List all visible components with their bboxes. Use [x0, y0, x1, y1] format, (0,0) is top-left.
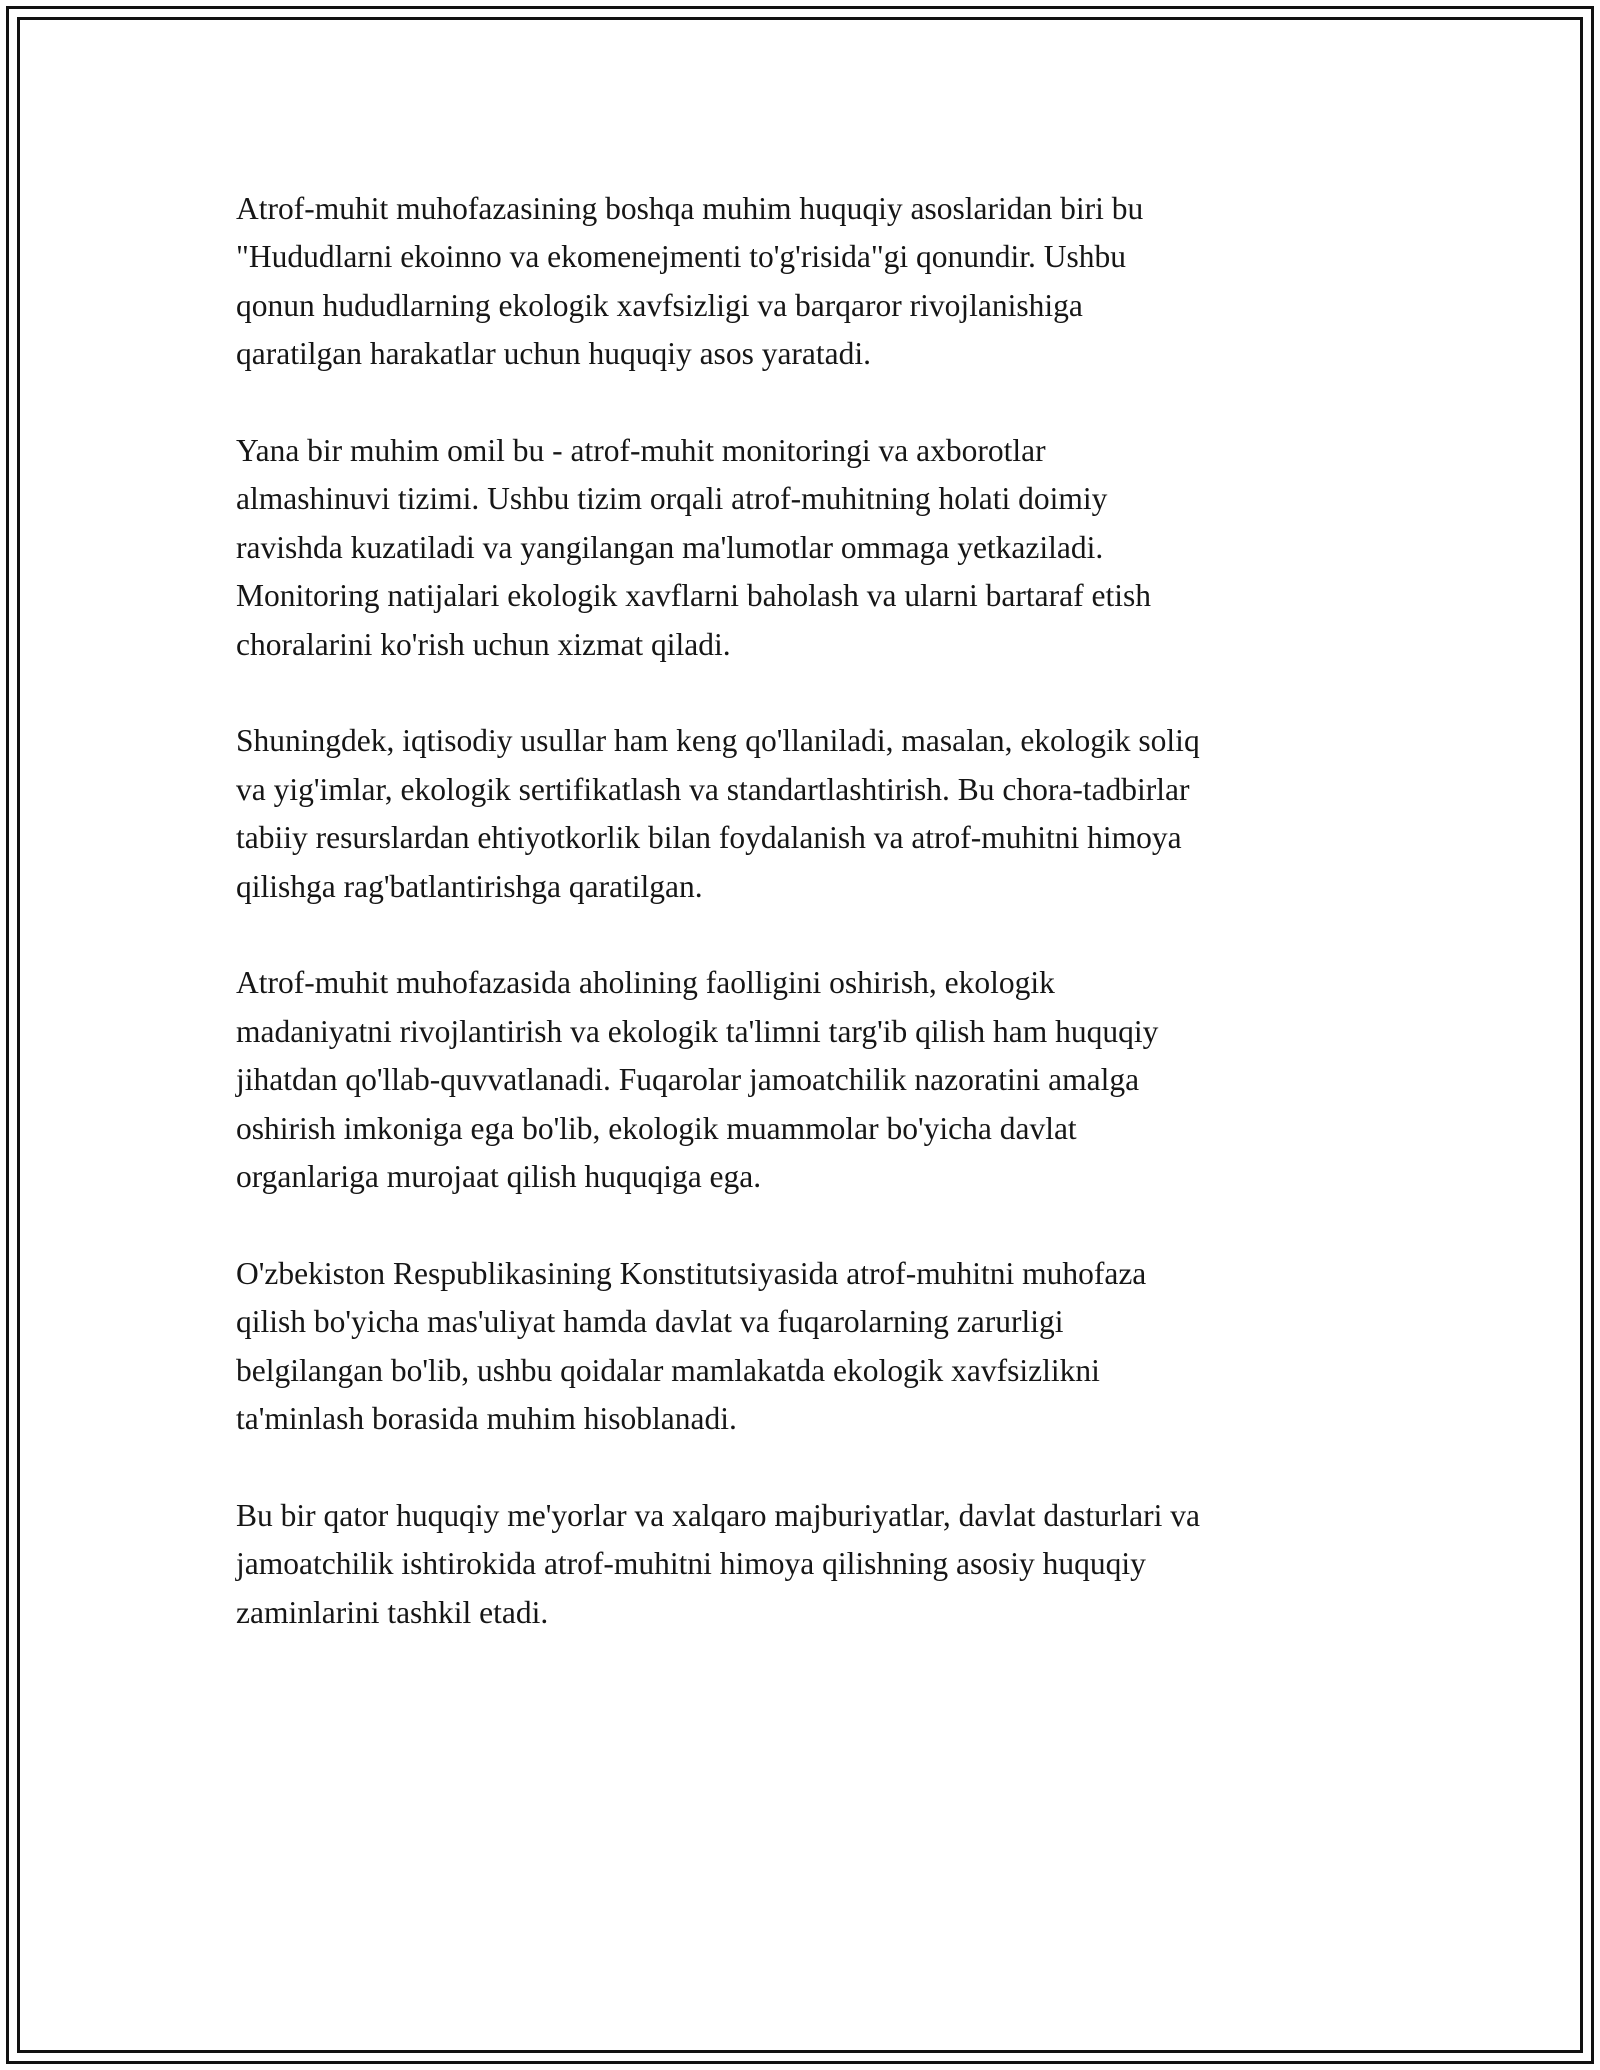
document-body [236, 185, 1386, 1686]
paragraph-conclusion: Bu bir qator huquqiy me'yorlar va xalqaro majburiyatlar, davlat dasturlari va jamoatchilik ishtirokida atrof-muhitni himoya qilishning asosiy huquqiy zaminlarini tashkil etadi. [236, 1497, 1200, 1630]
paragraph-constitution: O'zbekiston Respublikasining Konstitutsiyasida atrof-muhitni muhofaza qilish bo'yicha mas'uliyat hamda davlat va fuqarolarning zarurligi belgilangan bo'lib, ushbu qoidalar mamlakatda ekologik xavfsizlikni ta'minlash borasida muhim hisoblanadi. [236, 1255, 1147, 1437]
paragraph-economic-methods: Shuningdek, iqtisodiy usullar ham keng qo'llaniladi, masalan, ekologik soliq va yig'imlar, ekologik sertifikatlash va standartlashtirish. Bu chora-tadbirlar tabiiy resurslardan ehtiyotkorlik bilan foydalanish va atrof-muhitni himoya qilishga rag'batlantirishga qaratilgan. [236, 723, 1200, 904]
paragraph-monitoring: Yana bir muhim omil bu - atrof-muhit monitoringi va axborotlar almashinuvi tizimi. Ushbu tizim orqali atrof-muhitning holati doimiy ravishda kuzatiladi va yangilangan ma'lumotlar ommaga yetkaziladi. Monitoring natijalari ekologik xavflarni baholash va ularni bartaraf etish choralarini ko'rish uchun xizmat qiladi. [236, 433, 1151, 662]
paragraph-public-participation: Atrof-muhit muhofazasida aholining faolligini oshirish, ekologik madaniyatni rivojlantirish va ekologik ta'limni targ'ib qilish ham huquqiy jihatdan qo'llab-quvvatlanadi. Fuqarolar jamoatchilik nazoratini amalga oshirish imkoniga ega bo'lib, ekologik muammolar bo'yicha davlat organlariga murojaat qilish huquqiga ega. [236, 965, 1159, 1195]
paragraph-legal-basis: Atrof-muhit muhofazasining boshqa muhim huquqiy asoslaridan biri bu "Hududlarni ekoinno va ekomenejmenti to'g'risida"gi qonundir. Ushbu qonun hududlarning ekologik xavfsizligi va barqaror rivojlanishiga qaratilgan harakatlar uchun huquqiy asos yaratadi. [236, 191, 1144, 372]
